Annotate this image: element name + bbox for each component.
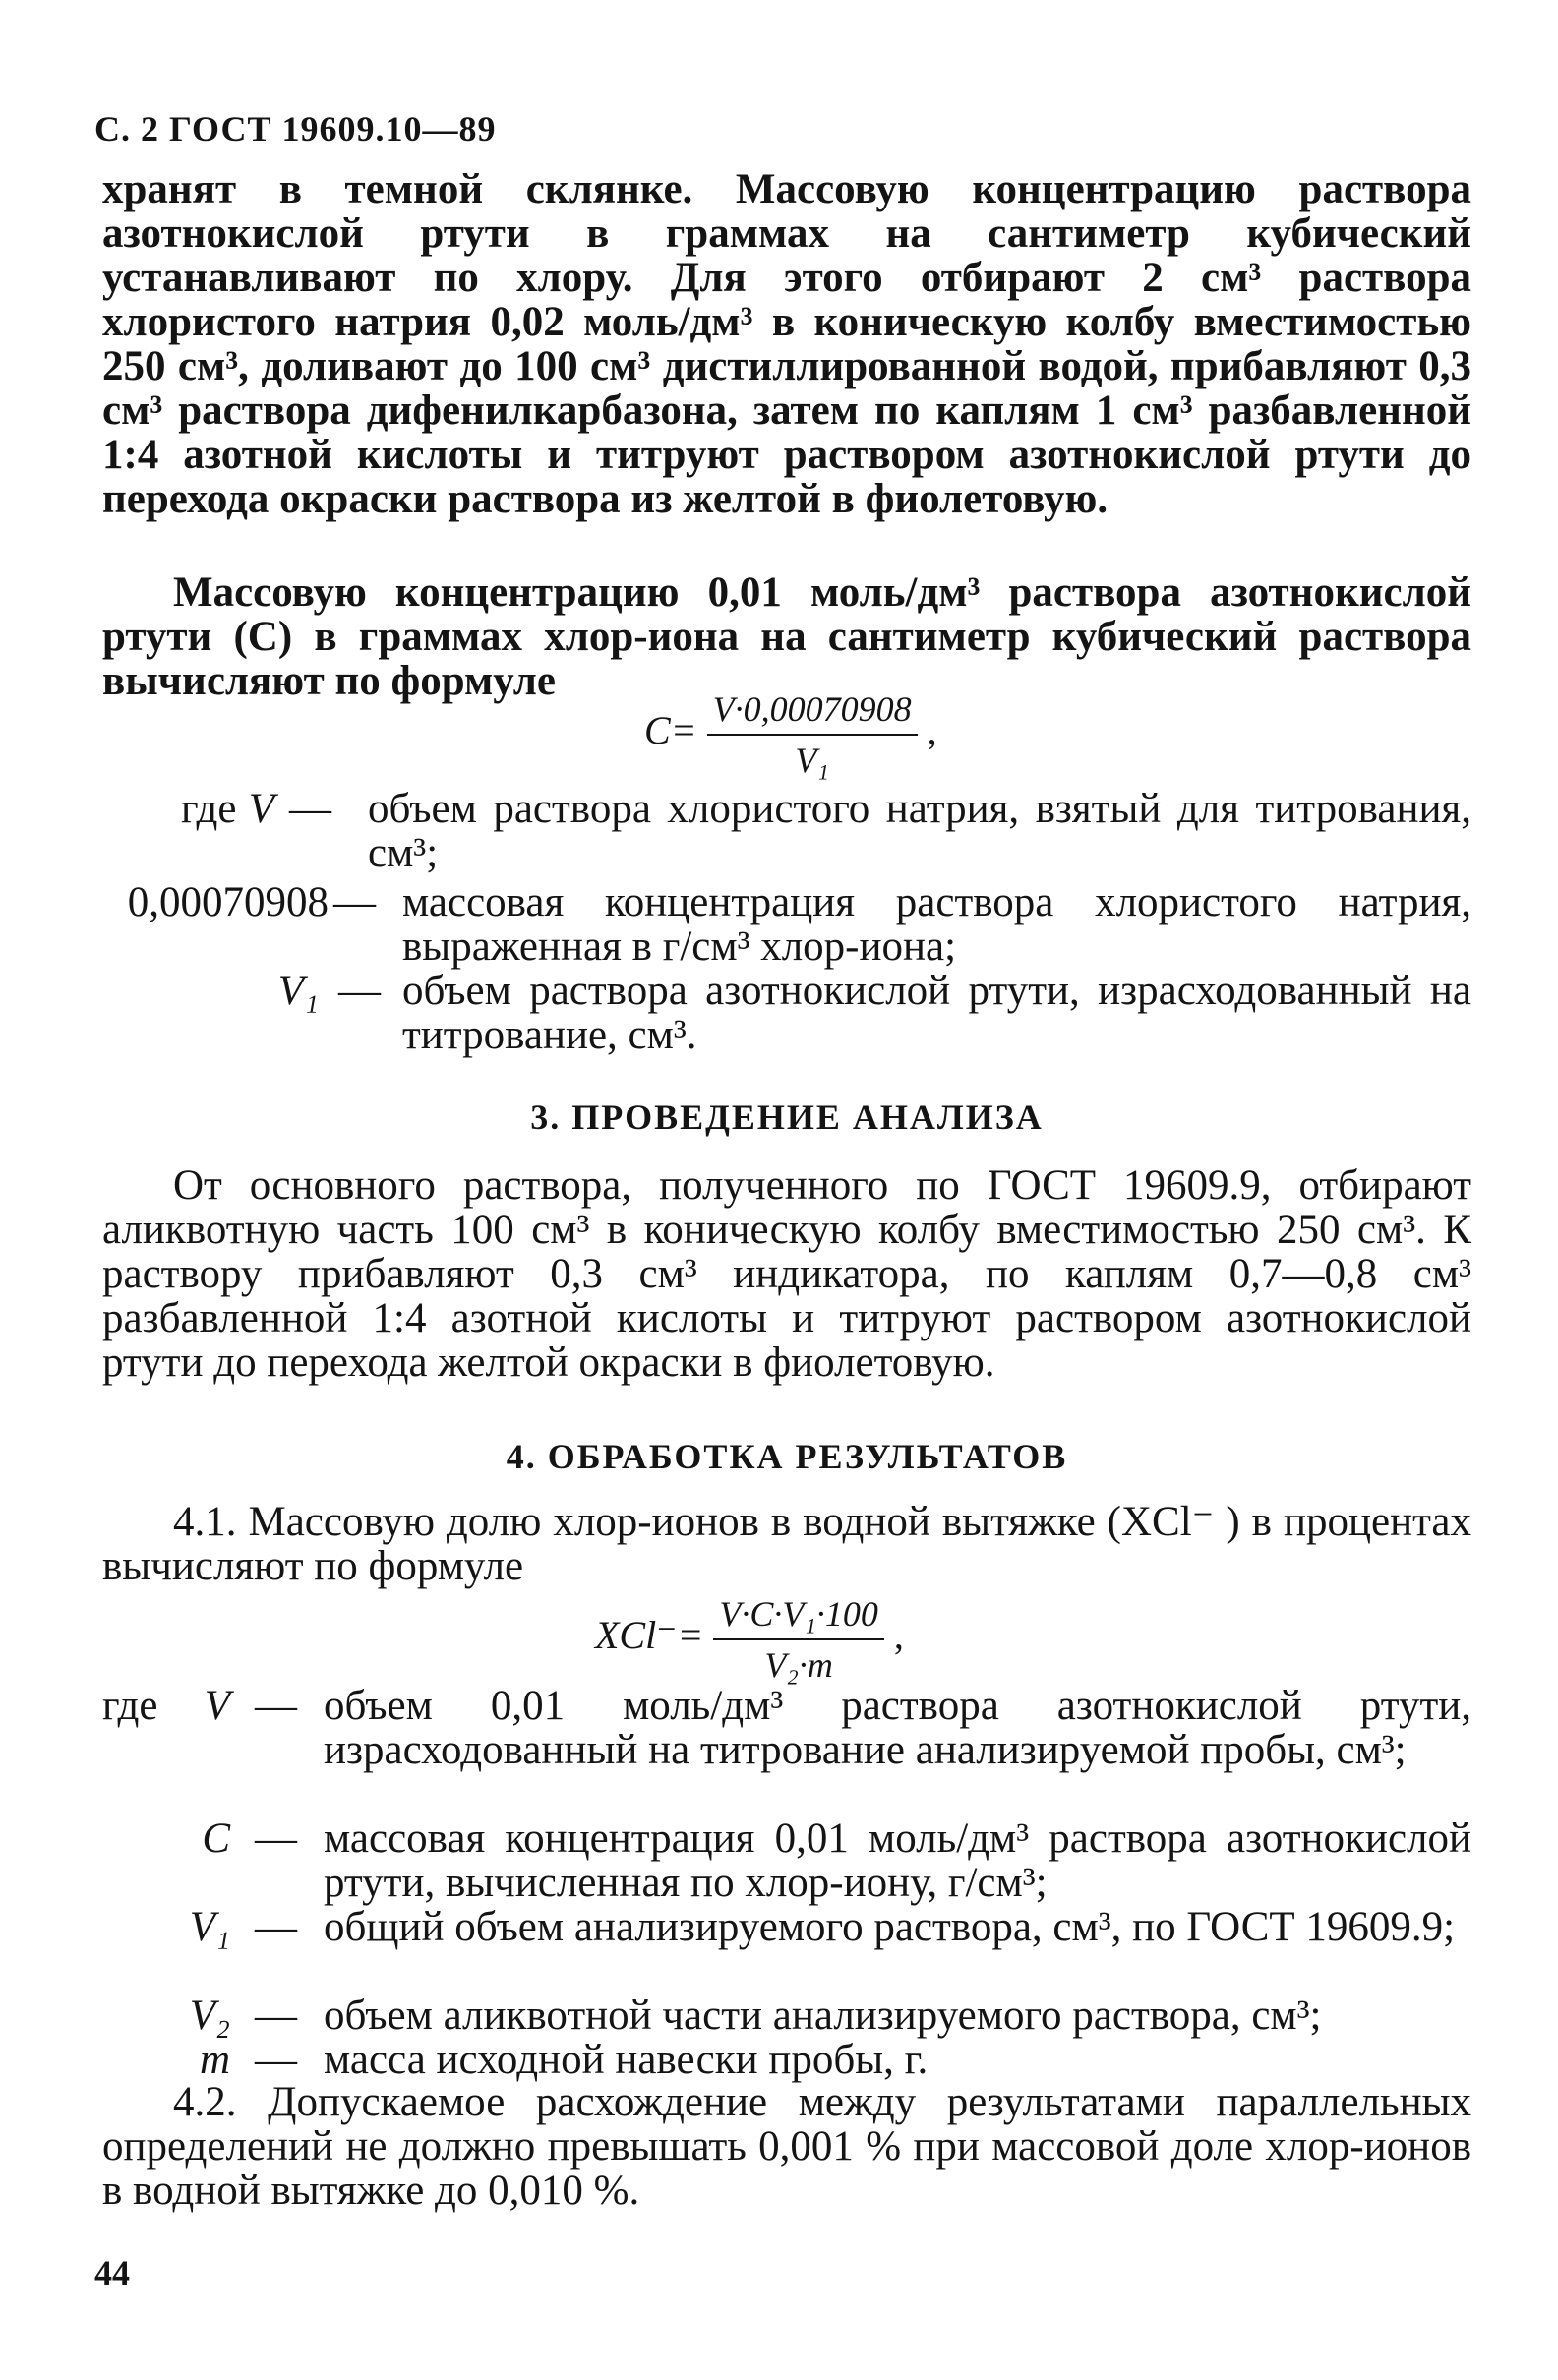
where-description: массовая концентрация раствора хлористого натрия, выраженная в г/см³ хлор-иона;: [402, 879, 1471, 970]
section-heading-3: 3. ПРОВЕДЕНИЕ АНАЛИЗА: [530, 1098, 1044, 1137]
body-paragraph-2: [102, 570, 1471, 703]
where-description: масса исходной навески пробы, г.: [324, 2037, 929, 2083]
body-paragraph-1: [102, 167, 1471, 521]
section-heading-4: 4. ОБРАБОТКА РЕЗУЛЬТАТОВ: [506, 1437, 1068, 1476]
body-paragraph-5: [102, 2080, 1471, 2213]
formula-tail: ,: [927, 708, 937, 753]
where-list-1: [102, 786, 1471, 1058]
where-dash: —: [338, 968, 381, 1014]
formula-fraction: [713, 1593, 884, 1686]
where-symbol: V₁: [277, 968, 319, 1014]
where-dash: —: [255, 1683, 297, 1729]
where-intro: где: [102, 1683, 158, 1729]
where-description: массовая концентрация 0,01 моль/дм³ раствора азотнокислой ртути, вычисленная по хлор-иону, г/см³;: [324, 1815, 1471, 1906]
page-number: 44: [94, 2253, 130, 2292]
body-paragraph-3: [102, 1163, 1471, 1385]
paragraph-text: 4.1. Массовую долю хлор-ионов в водной вытяжке (XCl⁻ ) в процентах вычисляют по формуле: [102, 1499, 1471, 1589]
formula-concentration: [644, 688, 937, 781]
formula-denominator: V₁: [795, 741, 829, 780]
where-dash: —: [255, 1815, 297, 1862]
body-paragraph-4: [102, 1500, 1471, 1588]
running-head: С. 2 ГОСТ 19609.10—89: [94, 109, 497, 149]
where-dash: —: [255, 1904, 297, 1950]
where-symbol: C: [202, 1815, 230, 1862]
formula-denominator: V₂·m: [764, 1645, 833, 1685]
formula-numerator: V·0,00070908: [707, 688, 918, 736]
where-dash: —: [255, 1993, 297, 2039]
where-symbol: m: [199, 2037, 230, 2083]
paragraph-text: хранят в темной склянке. Массовую концентрацию раствора азотнокислой ртути в граммах на сантиметр кубический устанавливают по хлору. Для этого отбирают 2 см³ раствора хлористого натрия 0,02 моль/дм³ в коническую колбу вместимостью 250 см³, доливают до 100 см³ дистиллированной водой, прибавляют 0,3 см³ раствора дифенилкарбазона, затем по каплям 1 см³ разбавленной 1:4 азотной кислоты и титруют раствором азотнокислой ртути до перехода окраски раствора из желтой в фиолетовую.: [102, 166, 1471, 522]
paragraph-text: 4.2. Допускаемое расхождение между результатами параллельных определений не должно превышать 0,001 % при массовой доле хлор-ионов в водной вытяжке до 0,010 %.: [102, 2079, 1471, 2214]
where-description: объем раствора хлористого натрия, взятый для титрования, см³;: [368, 786, 1471, 876]
where-intro: где: [181, 786, 237, 832]
where-symbol: V₁: [189, 1904, 230, 1950]
formula-numerator: V·C·V₁·100: [713, 1593, 884, 1640]
where-description: объем 0,01 моль/дм³ раствора азотнокислой ртути, израсходованный на титрование анализируемой пробы, см³;: [324, 1683, 1471, 1773]
where-symbol: V: [248, 786, 274, 832]
where-description: объем аликвотной части анализируемого раствора, см³;: [324, 1993, 1322, 2039]
where-dash: —: [289, 786, 331, 832]
where-description: объем раствора азотнокислой ртути, израсходованный на титрование, см³.: [402, 968, 1471, 1058]
where-symbol: V₂: [189, 1993, 230, 2039]
formula-lhs: XCl⁻=: [595, 1613, 704, 1658]
paragraph-text: Массовую концентрацию 0,01 моль/дм³ раствора азотнокислой ртути (С) в граммах хлор-иона на сантиметр кубический раствора вычисляют по формуле: [102, 569, 1471, 704]
where-dash: —: [333, 879, 376, 925]
formula-lhs: C=: [644, 708, 697, 753]
formula-fraction: [707, 688, 918, 781]
paragraph-text: От основного раствора, полученного по ГОСТ 19609.9, отбирают аликвотную часть 100 см³ в коническую колбу вместимостью 250 см³. К раствору прибавляют 0,3 см³ индикатора, по каплям 0,7—0,8 см³ разбавленной 1:4 азотной кислоты и титруют раствором азотнокислой ртути до перехода желтой окраски в фиолетовую.: [102, 1162, 1471, 1386]
where-list-2: [102, 1683, 1471, 2083]
where-dash: —: [255, 2037, 297, 2083]
formula-mass-fraction: [595, 1593, 904, 1686]
formula-tail: ,: [893, 1613, 904, 1658]
where-description: общий объем анализируемого раствора, см³, по ГОСТ 19609.9;: [324, 1904, 1456, 1950]
where-symbol: V: [204, 1683, 230, 1729]
where-symbol: 0,00070908: [127, 879, 329, 925]
